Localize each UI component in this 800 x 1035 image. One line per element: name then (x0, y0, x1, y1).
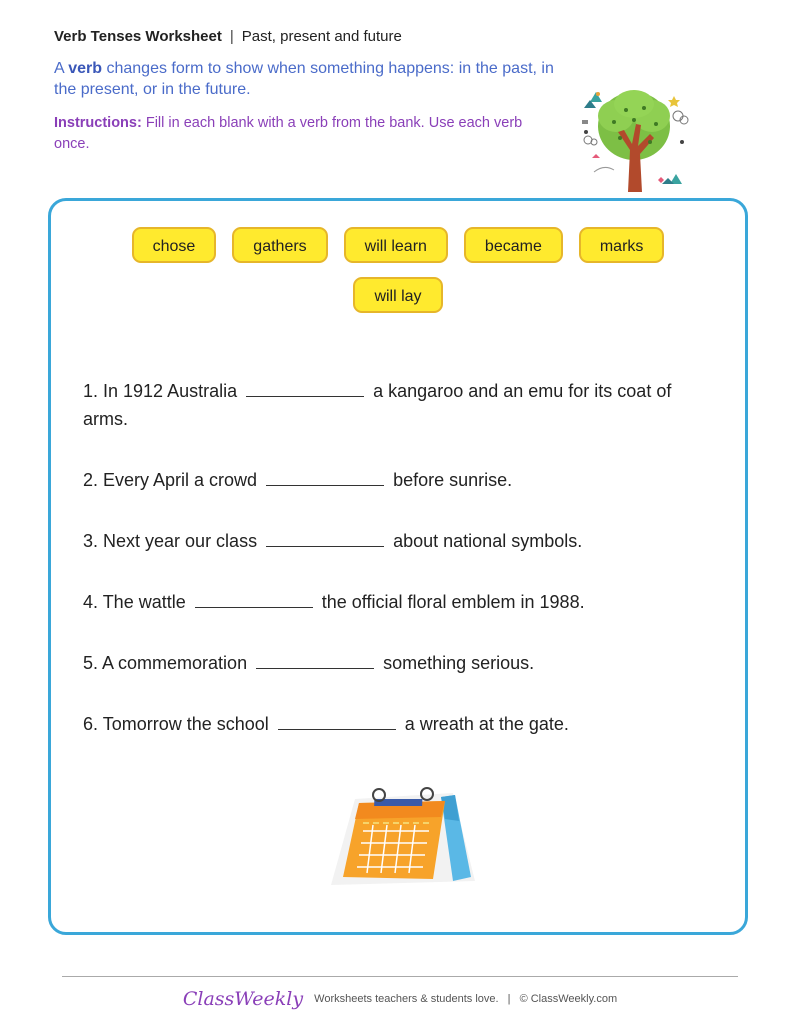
word-chip[interactable]: chose (132, 227, 217, 263)
word-chip[interactable]: became (464, 227, 563, 263)
intro-rest: changes form to show when something happens: in the past, in the present, or in the future. (54, 60, 554, 98)
exercise-item (83, 527, 703, 555)
item-text-before: 4. The wattle (83, 592, 186, 612)
footer-copyright: © ClassWeekly.com (519, 993, 618, 1005)
item-text-before: 1. In 1912 Australia (83, 381, 238, 401)
intro-prefix: A (54, 60, 69, 77)
item-text-after: something serious. (383, 653, 535, 673)
worksheet-title: Verb Tenses Worksheet (54, 28, 222, 45)
exercise-item (83, 649, 703, 677)
word-chip[interactable]: marks (579, 227, 665, 263)
worksheet-subtitle: Past, present and future (241, 28, 402, 45)
instructions (54, 113, 534, 155)
exercise-panel (48, 198, 748, 935)
answer-blank[interactable] (266, 467, 384, 486)
item-text-after: the official floral emblem in 1988. (321, 592, 585, 612)
answer-blank[interactable] (195, 589, 313, 608)
calendar-illustration-icon (329, 781, 479, 891)
footer-separator: | (507, 993, 511, 1005)
intro-text (54, 58, 554, 100)
footer-tagline: Worksheets teachers & students love. (314, 993, 499, 1005)
instructions-label: Instructions: (54, 115, 142, 131)
answer-blank[interactable] (246, 378, 364, 397)
exercise-item (83, 710, 703, 738)
intro-keyword: verb (68, 60, 103, 77)
worksheet-header (54, 28, 402, 45)
item-text-before: 6. Tomorrow the school (83, 714, 269, 734)
answer-blank[interactable] (266, 528, 384, 547)
exercise-item (83, 588, 703, 616)
word-bank (51, 227, 745, 313)
brand-logo: ClassWeekly (182, 988, 304, 1010)
answer-blank[interactable] (278, 711, 396, 730)
exercise-item (83, 466, 703, 494)
exercise-item (83, 377, 703, 433)
tree-illustration-icon (574, 80, 694, 195)
item-text-before: 2. Every April a crowd (83, 470, 258, 490)
instructions-text: Fill in each blank with a verb from the bank. Use each verb once. (54, 115, 523, 152)
word-chip[interactable]: gathers (232, 227, 327, 263)
footer-divider (62, 976, 738, 977)
item-text-before: 3. Next year our class (83, 531, 258, 551)
answer-blank[interactable] (256, 650, 374, 669)
item-text-before: 5. A commemoration (83, 653, 248, 673)
item-text-after: before sunrise. (393, 470, 513, 490)
exercise-list (83, 377, 703, 771)
header-separator: | (229, 28, 234, 45)
word-chip[interactable]: will lay (353, 277, 442, 313)
item-text-after: a kangaroo and an emu for its coat of arms. (83, 381, 672, 429)
item-text-after: about national symbols. (393, 531, 583, 551)
item-text-after: a wreath at the gate. (404, 714, 569, 734)
footer (0, 988, 800, 1010)
word-chip[interactable]: will learn (344, 227, 448, 263)
